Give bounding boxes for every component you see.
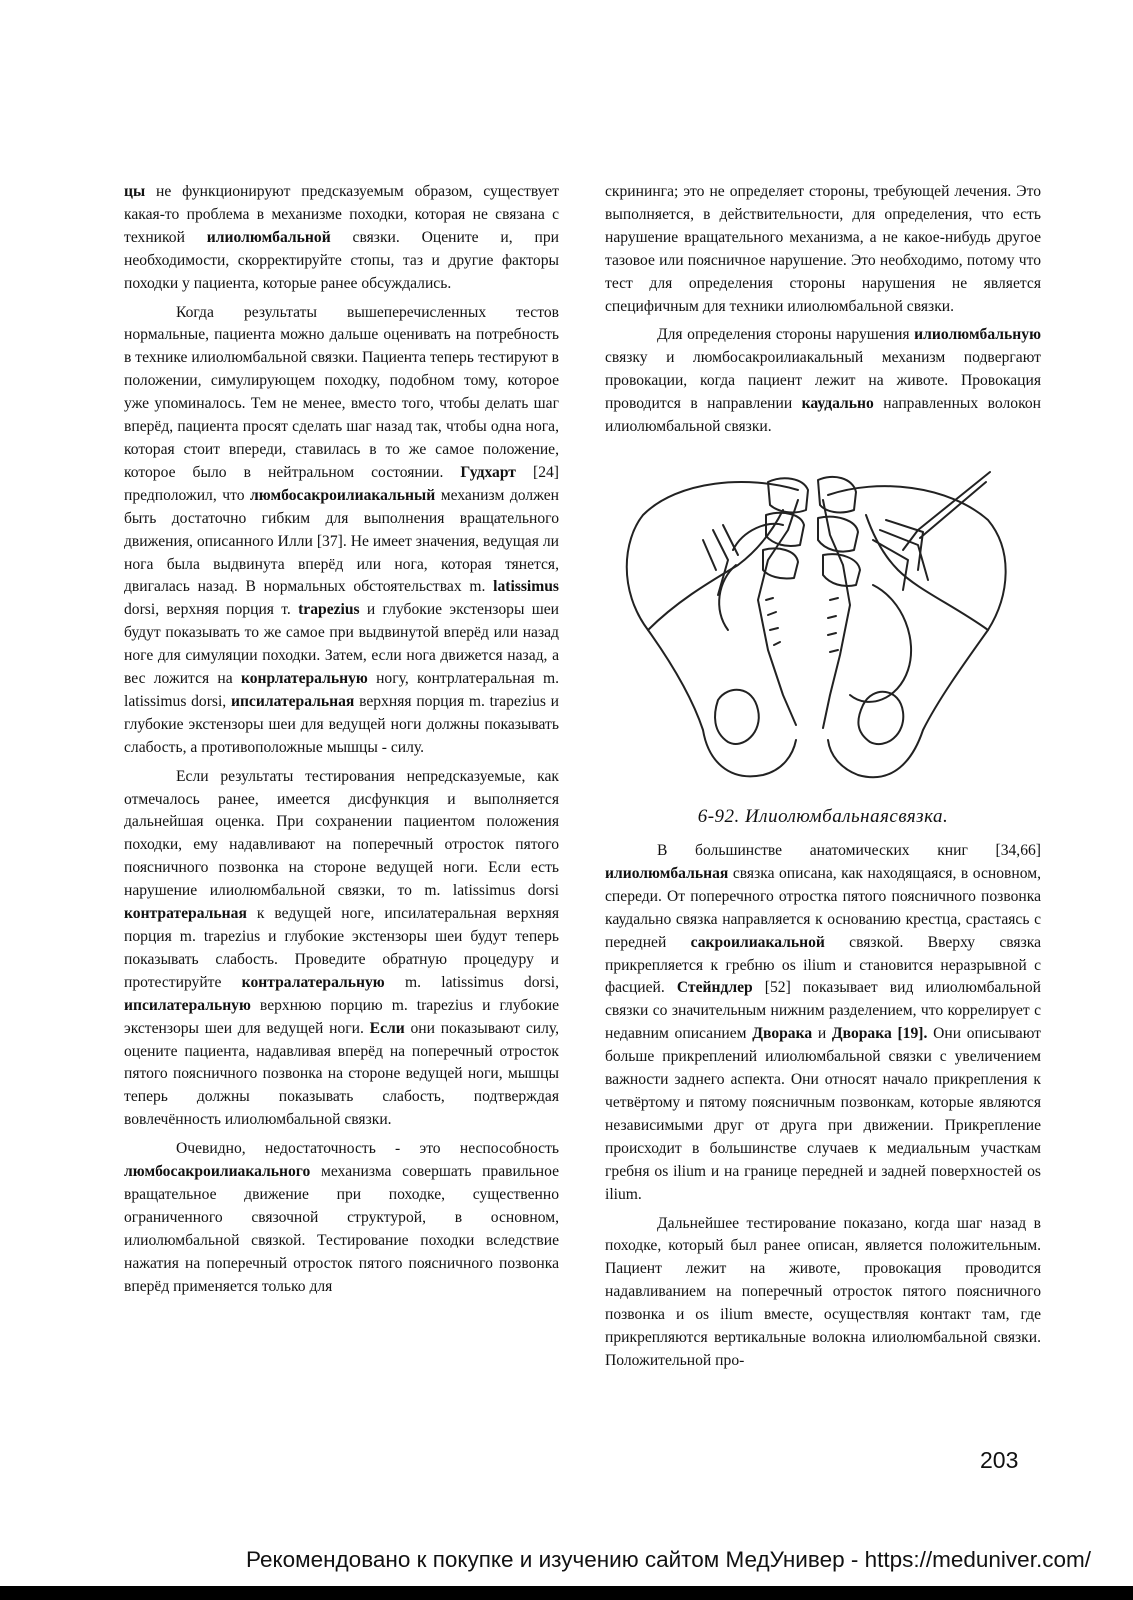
paragraph: скрининга; это не определяет стороны, требующей лечения. Это выполняется, в действительности, для определения, что есть нарушение вращательного механизма, а не какое-нибудь другое тазовое или поясничное нарушение. Это необходимо, потому что тест для определения стороны нарушения не является специфичным для техники илиолюмбальной связки. [605,183,1041,315]
paragraph: цы не функционируют предсказуемым образом, существует какая-то проблема в механизме походки, которая не связана с техникой илиолюмбальной связки. Оцените и, при необходимости, скорректируйте стопы, таз и другие факторы походки у пациента, которые ранее обсуждались. [124,183,559,292]
paragraph: В большинстве анатомических книг [34,66] илиолюмбальная связка описана, как находящаяся, в основном, спереди. От поперечного отростка пятого поясничного позвонка каудально связка направляется к основанию крестца, срастаясь с передней сакроилиакальной связкой. Вверху связка прикрепляется к гребню os ilium и становится неразрывной с фасцией. Стейндлер [52] показывает вид илиолюмбальной связки со значительным нижним разделением, что коррелирует с недавним описанием Дворака и Дворака [19]. Они описывают больше прикреплений илиолюмбальной связки с увеличением важности заднего аспекта. Они относят начало прикрепления к четвёртому и пятому поясничным позвонкам, которые являются независимыми друг от друга при движении. Прикрепление происходит в большинстве случаев к медиальным участкам гребня os ilium и на границе передней и задней поверхностей os ilium. [605,842,1041,1203]
paragraph: Когда результаты вышеперечисленных тестов нормальные, пациента можно дальше оценивать на потребность в технике илиолюмбальной связки. Пациента теперь тестируют в положении, симулирующем походку, подобном тому, которое уже упоминалось. Тем не менее, вместо того, чтобы делать шаг вперёд, пациента просят сделать шаг назад так, чтобы одна нога, которая стоит впереди, ставилась в то же самое положение, которое было в нейтральном состоянии. Гудхарт [24] предположил, что люмбосакроилиакальный механизм должен быть достаточно гибким для выполнения вращательного движения, описанного Илли [37]. Не имеет значения, ведущая ли нога была выдвинута вперёд или нога, которая тянется, двигалась назад. В нормальных обстоятельствах m. latissimus dorsi, верхняя порция т. trapezius и глубокие экстензоры шеи будут показывать то же самое при выдвинутой вперёд или назад ноге для симуляции походки. Затем, если нога движется назад, а вес ложится на конрлатеральную ногу, контрлатеральная m. latissimus dorsi, ипсилатеральная верхняя порция m. trapezius и глубокие экстензоры шеи для ведущей ноги должны показывать слабость, а противоположные мышцы - силу. [124,303,560,756]
right-column-continued [605,840,1041,1379]
right-column [605,181,1041,445]
paragraph: Для определения стороны нарушения илиолюмбальную связку и люмбосакроилиакальный механизм подвергают провокации, когда пациент лежит на животе. Провокация проводится в направлении каудально направленных волокон илиолюмбальной связки. [605,326,1041,436]
pelvis-illustration [618,470,1023,798]
footer-link[interactable]: Рекомендовано к покупке и изучению сайтом МедУнивер - https://meduniver.com/ [246,1547,1091,1572]
paragraph: Если результаты тестирования непредсказуемые, как отмечалось ранее, имеется дисфункция и выполняется дальнейшая оценка. При сохранении пациентом положения походки, ему надавливают на поперечный отросток пятого поясничного позвонка на стороне ведущей ноги. Если есть нарушение илиолюмбальной связки, то m. latissimus dorsi контратеральная к ведущей ноге, ипсилатеральная верхняя порция m. trapezius и глубокие экстензоры шеи будут теперь показывать слабость. Проведите обратную процедуру и протестируйте контралатеральную m. latissimus dorsi, ипсилатеральную верхнюю порцию m. trapezius и глубокие экстензоры шеи для ведущей ноги. Если они показывают силу, оцените пациента, надавливая вперёд на поперечный отросток пятого поясничного позвонка на стороне ведущей ноги, мышцы теперь должны показывать слабость, подтверждая вовлечённость илиолюмбальной связки. [124,767,560,1129]
paragraph: Дальнейшее тестирование показано, когда шаг назад в походке, который был ранее описан, является положительным. Пациент лежит на животе, провокация проводится надавливанием на поперечный отросток пятого поясничного позвонка и os ilium вместе, осуществляя контакт там, где прикрепляются вертикальные волокна илиолюмбальной связки. Положительной про- [605,1214,1041,1369]
bottom-bar [0,1586,1133,1600]
paragraph: Очевидно, недостаточность - это неспособность люмбосакроилиакального механизма совершать правильное вращательное движение при походке, существенно ограниченного связочной структурой, в основном, илиолюмбальной связкой. Тестирование походки вследствие нажатия на поперечный отросток пятого поясничного позвонка вперёд применяется только для [124,1140,559,1295]
figure-caption: 6-92. Илиолюмбальнаясвязка. [697,806,949,827]
left-column [124,181,559,1305]
page-number: 203 [980,1447,1019,1473]
